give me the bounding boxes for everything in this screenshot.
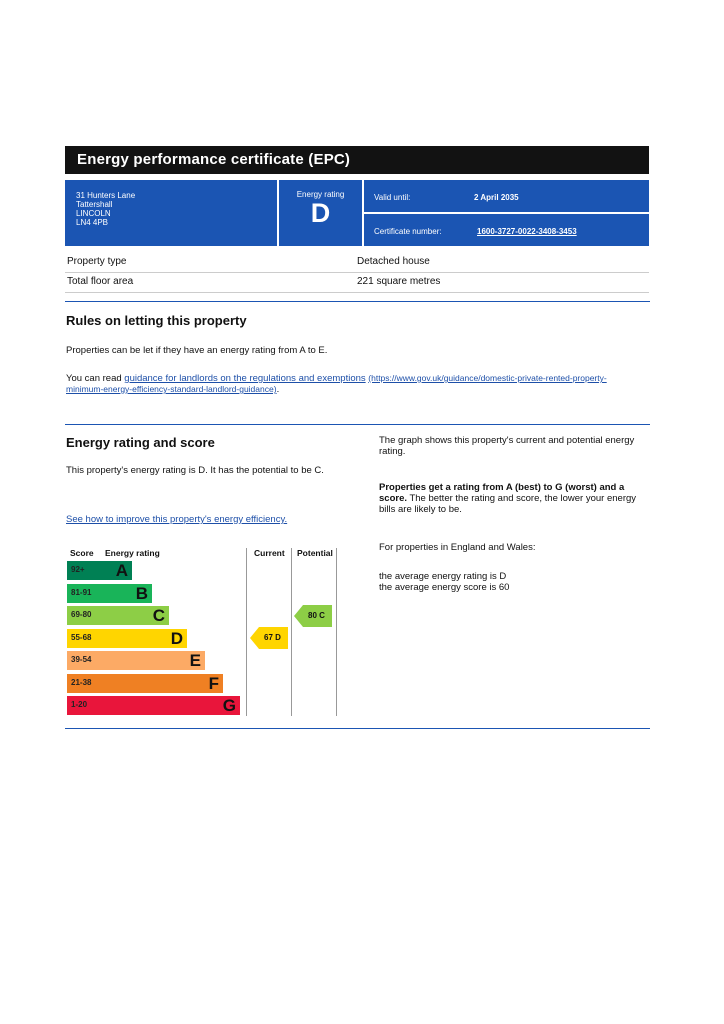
band-score-range: 21-38 [71, 677, 92, 687]
address-line: LN4 4PB [76, 218, 109, 227]
property-type-label: Property type [67, 256, 127, 267]
divider [65, 424, 650, 425]
energy-rating-value: D [310, 198, 331, 228]
band-letter: B [135, 583, 148, 603]
column-divider [246, 548, 247, 716]
floor-area-label: Total floor area [67, 276, 134, 287]
potential-column-header: Potential [297, 548, 333, 558]
current-rating-arrow [250, 627, 288, 649]
rating-explanation-bold: Properties get a rating from A (best) to G (worst) and a score. [379, 482, 625, 504]
valid-until-box [364, 180, 649, 212]
rating-band-g [67, 696, 240, 715]
guidance-url-link[interactable]: (https://www.gov.uk/guidance/domestic-private-rented-property-minimum-energy-efficiency-standard-landlord-guidance) [66, 373, 607, 394]
improve-link[interactable]: See how to improve this property's energy efficiency. [66, 514, 288, 525]
band-letter: A [115, 561, 128, 580]
certificate-number-box [364, 214, 649, 246]
band-score-range: 69-80 [71, 610, 92, 619]
rating-band-a [67, 561, 132, 580]
address-line: LINCOLN [76, 209, 111, 218]
rating-band-f [67, 674, 223, 693]
band-score-range: 92+ [71, 565, 85, 574]
band-letter: F [208, 673, 219, 693]
rating-column-header: Energy rating [105, 548, 160, 558]
average-rating-text: the average energy rating is D [379, 571, 507, 582]
energy-rating-box [279, 180, 362, 246]
guidance-link[interactable]: guidance for landlords on the regulations and exemptions [124, 373, 366, 384]
column-divider [336, 548, 337, 716]
band-score-range: 81-91 [71, 587, 92, 597]
certificate-number-label: Certificate number: [374, 227, 442, 236]
energy-rating-label: Energy rating [296, 190, 345, 199]
band-letter: E [189, 651, 201, 670]
graph-explanation: The graph shows this property's current and potential energy rating. [379, 435, 635, 457]
band-score-range: 1-20 [71, 700, 88, 709]
rating-explanation [379, 482, 651, 515]
rules-paragraph: Properties can be let if they have an energy rating from A to E. [66, 345, 328, 356]
rating-arrow-label: 80 C [308, 610, 325, 620]
rating-arrow-label: 67 D [264, 633, 281, 642]
score-column-header: Score [70, 548, 94, 558]
band-letter: C [152, 606, 165, 625]
guidance-prefix: You can read [66, 373, 125, 384]
floor-area-value: 221 square metres [357, 276, 441, 287]
floor-area-row [65, 272, 649, 293]
energy-rating-chart [65, 548, 338, 716]
rating-band-c [67, 606, 169, 625]
rating-band-b [67, 584, 152, 603]
score-heading: Energy rating and score [66, 435, 215, 450]
guidance-suffix: . [276, 384, 280, 395]
valid-until-label: Valid until: [374, 193, 411, 202]
property-type-row [65, 252, 649, 273]
address-block [65, 180, 277, 246]
valid-until-value: 2 April 2035 [474, 193, 519, 202]
column-divider [291, 548, 292, 716]
band-score-range: 55-68 [71, 632, 92, 642]
band-score-range: 39-54 [71, 655, 92, 664]
rating-band-d [67, 629, 187, 648]
rules-heading: Rules on letting this property [66, 313, 247, 328]
rating-band-e [67, 651, 205, 670]
england-wales-text: For properties in England and Wales: [379, 542, 536, 553]
address-line: Tattershall [76, 200, 113, 209]
divider [65, 728, 650, 729]
band-letter: G [222, 696, 236, 715]
rules-guidance-paragraph [66, 373, 636, 395]
property-type-value: Detached house [357, 256, 430, 267]
address-line: 31 Hunters Lane [76, 191, 136, 200]
band-letter: D [170, 628, 183, 648]
potential-rating-arrow [294, 605, 332, 627]
page-title: Energy performance certificate (EPC) [65, 146, 649, 174]
score-text: This property's energy rating is D. It has the potential to be C. [66, 465, 324, 476]
divider [65, 301, 650, 302]
current-column-header: Current [254, 548, 285, 558]
rating-explanation-rest: The better the rating and score, the lower your energy bills are likely to be. [379, 493, 637, 515]
certificate-number-value: 1600-3727-0022-3408-3453 [477, 227, 577, 236]
average-score-text: the average energy score is 60 [379, 582, 510, 593]
